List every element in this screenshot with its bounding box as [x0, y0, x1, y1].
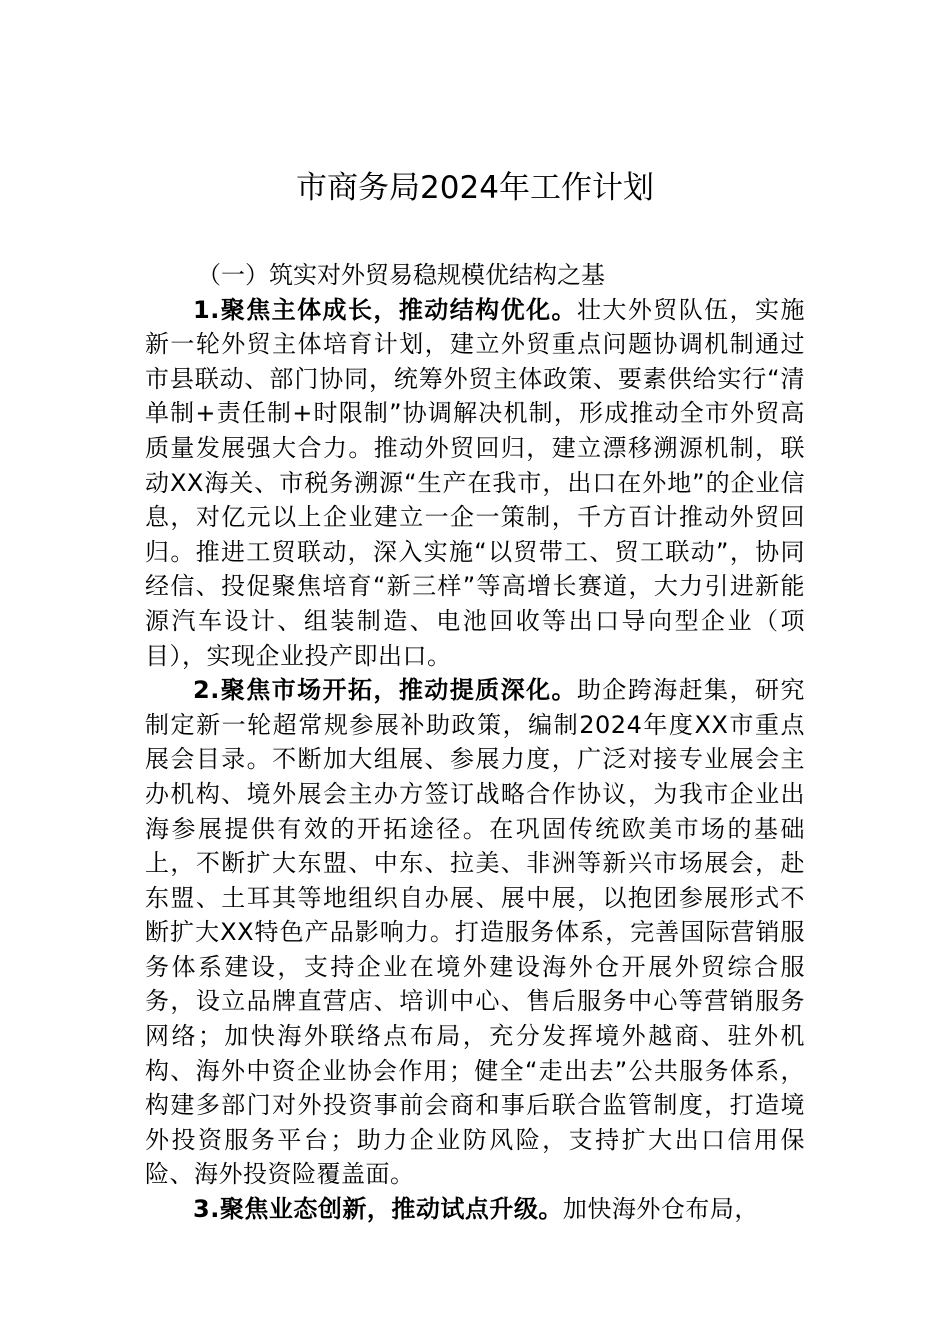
paragraph-2 [145, 673, 805, 1192]
section-heading: （一）筑实对外贸易稳规模优结构之基 [197, 261, 605, 289]
paragraph-3 [145, 1192, 805, 1227]
paragraph-3-body: 加快海外仓布局， [562, 1195, 759, 1224]
paragraph-1 [145, 293, 805, 674]
paragraph-2-body: 助企跨海赶集，研究制定新一轮超常规参展补助政策，编制2024年度XX市重点展会目录。不断加大组展、参展力度，广泛对接专业展会主办机构、境外展会主办方签订战略合作协议，为我市企业出海参展提供有效的开拓途径。在巩固传统欧美市场的基础上，不断扩大东盟、中东、拉美、非洲等新兴市场展会，赴东盟、土耳其等地组织自办展、展中展，以抱团参展形式不断扩大XX特色产品影响力。打造服务体系，完善国际营销服务体系建设，支持企业在境外建设海外仓开展外贸综合服务，设立品牌直营店、培训中心、售后服务中心等营销服务网络；加快海外联络点布局，充分发挥境外越商、驻外机构、海外中资企业协会作用；健全“走出去”公共服务体系，构建多部门对外投资事前会商和事后联合监管制度，打造境外投资服务平台；助力企业防风险，支持扩大出口信用保险、海外投资险覆盖面。 [145, 676, 805, 1189]
paragraph-2-lead: 2.聚焦市场开拓，推动提质深化。 [193, 676, 577, 705]
paragraph-3-lead: 3.聚焦业态创新，推动试点升级。 [193, 1195, 563, 1224]
document-title: 市商务局2024年工作计划 [296, 170, 654, 206]
paragraph-1-body: 壮大外贸队伍，实施新一轮外贸主体培育计划，建立外贸重点问题协调机制通过市县联动、部门协同，统筹外贸主体政策、要素供给实行“清单制+责任制+时限制”协调解决机制，形成推动全市外贸高质量发展强大合力。推动外贸回归，建立漂移溯源机制，联动XX海关、市税务溯源“生产在我市，出口在外地”的企业信息，对亿元以上企业建立一企一策制，千方百计推动外贸回归。推进工贸联动，深入实施“以贸带工、贸工联动”，协同经信、投促聚焦培育“新三样”等高增长赛道，大力引进新能源汽车设计、组装制造、电池回收等出口导向型企业（项目），实现企业投产即出口。 [145, 295, 805, 670]
paragraph-1-lead: 1.聚焦主体成长，推动结构优化。 [193, 295, 577, 324]
document-body [145, 258, 805, 1227]
